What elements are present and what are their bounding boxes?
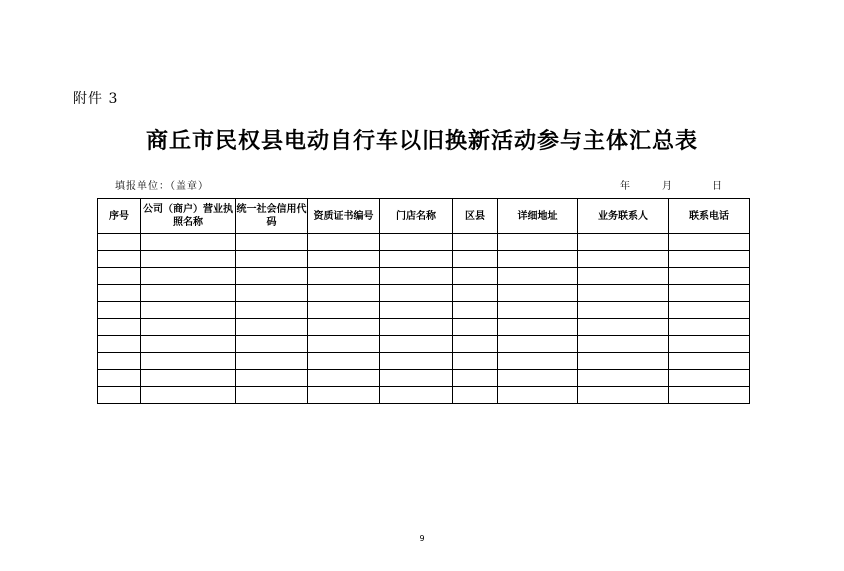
table-cell[interactable] — [578, 336, 669, 353]
page-number: 9 — [419, 534, 425, 543]
table-cell[interactable] — [98, 251, 141, 268]
table-cell[interactable] — [380, 234, 453, 251]
table-cell[interactable] — [578, 353, 669, 370]
table-cell[interactable] — [453, 353, 498, 370]
table-cell[interactable] — [453, 234, 498, 251]
table-cell[interactable] — [308, 387, 380, 404]
header-contact-person: 业务联系人 — [578, 199, 669, 234]
table-cell[interactable] — [141, 251, 236, 268]
table-cell[interactable] — [669, 319, 750, 336]
summary-table — [97, 198, 750, 404]
attachment-label: 附件 3 — [73, 91, 119, 107]
table-cell[interactable] — [98, 387, 141, 404]
table-cell[interactable] — [236, 336, 308, 353]
table-cell[interactable] — [98, 370, 141, 387]
table-cell[interactable] — [380, 251, 453, 268]
header-district: 区县 — [453, 199, 498, 234]
table-cell[interactable] — [236, 370, 308, 387]
table-cell[interactable] — [380, 319, 453, 336]
filling-unit-label: 填报单位：（盖章） — [115, 181, 209, 192]
table-cell[interactable] — [498, 251, 578, 268]
table-row — [98, 336, 750, 353]
table-cell[interactable] — [380, 285, 453, 302]
header-business-license-name: 公司（商户）营业执照名称 — [141, 199, 236, 234]
header-credit-code: 统一社会信用代码 — [236, 199, 308, 234]
table-cell[interactable] — [98, 353, 141, 370]
table-cell[interactable] — [669, 302, 750, 319]
table-cell[interactable] — [308, 302, 380, 319]
table-cell[interactable] — [498, 336, 578, 353]
table-cell[interactable] — [236, 234, 308, 251]
form-meta-row — [115, 177, 725, 191]
table-cell[interactable] — [308, 234, 380, 251]
table-cell[interactable] — [236, 387, 308, 404]
table-cell[interactable] — [669, 251, 750, 268]
table-cell[interactable] — [236, 285, 308, 302]
table-cell[interactable] — [669, 336, 750, 353]
table-cell[interactable] — [453, 336, 498, 353]
table-cell[interactable] — [308, 268, 380, 285]
table-cell[interactable] — [141, 302, 236, 319]
table-cell[interactable] — [236, 353, 308, 370]
table-cell[interactable] — [669, 268, 750, 285]
table-cell[interactable] — [498, 302, 578, 319]
table-cell[interactable] — [453, 319, 498, 336]
date-year-label: 年 — [620, 181, 630, 192]
table-cell[interactable] — [141, 268, 236, 285]
header-store-name: 门店名称 — [380, 199, 453, 234]
table-cell[interactable] — [498, 285, 578, 302]
table-cell[interactable] — [578, 251, 669, 268]
table-row — [98, 251, 750, 268]
table-cell[interactable] — [578, 302, 669, 319]
table-cell[interactable] — [308, 319, 380, 336]
table-cell[interactable] — [669, 234, 750, 251]
table-cell[interactable] — [380, 387, 453, 404]
table-cell[interactable] — [141, 336, 236, 353]
table-cell[interactable] — [453, 285, 498, 302]
header-phone: 联系电话 — [669, 199, 750, 234]
table-cell[interactable] — [141, 387, 236, 404]
table-cell[interactable] — [578, 370, 669, 387]
table-cell[interactable] — [498, 234, 578, 251]
header-certificate-number: 资质证书编号 — [308, 199, 380, 234]
table-cell[interactable] — [236, 302, 308, 319]
table-cell[interactable] — [141, 319, 236, 336]
table-cell[interactable] — [236, 319, 308, 336]
table-header-row — [98, 199, 750, 234]
table-row — [98, 234, 750, 251]
table-cell[interactable] — [98, 234, 141, 251]
table-cell[interactable] — [380, 353, 453, 370]
table-cell[interactable] — [453, 387, 498, 404]
table-cell[interactable] — [236, 268, 308, 285]
table-cell[interactable] — [498, 268, 578, 285]
table-cell[interactable] — [98, 268, 141, 285]
table-cell[interactable] — [308, 370, 380, 387]
table-cell[interactable] — [669, 285, 750, 302]
date-month-label: 月 — [662, 181, 672, 192]
table-cell[interactable] — [578, 387, 669, 404]
table-cell[interactable] — [98, 319, 141, 336]
table-cell[interactable] — [453, 268, 498, 285]
table-cell[interactable] — [98, 336, 141, 353]
table-cell[interactable] — [453, 370, 498, 387]
table-row — [98, 387, 750, 404]
table-cell[interactable] — [98, 302, 141, 319]
table-row — [98, 353, 750, 370]
table-cell[interactable] — [380, 370, 453, 387]
table-cell[interactable] — [98, 285, 141, 302]
table-cell[interactable] — [308, 251, 380, 268]
table-cell[interactable] — [380, 336, 453, 353]
table-cell[interactable] — [380, 302, 453, 319]
table-cell[interactable] — [308, 353, 380, 370]
table-cell[interactable] — [498, 387, 578, 404]
table-cell[interactable] — [498, 370, 578, 387]
header-serial-number: 序号 — [98, 199, 141, 234]
header-address: 详细地址 — [498, 199, 578, 234]
table-cell[interactable] — [453, 302, 498, 319]
table-cell[interactable] — [578, 285, 669, 302]
table-row — [98, 285, 750, 302]
table-cell[interactable] — [141, 285, 236, 302]
date-day-label: 日 — [712, 181, 722, 192]
table-cell[interactable] — [380, 268, 453, 285]
table-row — [98, 268, 750, 285]
table-cell[interactable] — [141, 370, 236, 387]
table-row — [98, 319, 750, 336]
table-body — [98, 234, 750, 404]
table-cell[interactable] — [578, 268, 669, 285]
table-cell[interactable] — [498, 353, 578, 370]
document-title: 商丘市民权县电动自行车以旧换新活动参与主体汇总表 — [145, 128, 698, 154]
table-cell[interactable] — [308, 336, 380, 353]
table-cell[interactable] — [141, 353, 236, 370]
table-cell[interactable] — [498, 319, 578, 336]
table-row — [98, 370, 750, 387]
table-cell[interactable] — [236, 251, 308, 268]
table-cell[interactable] — [578, 319, 669, 336]
table-cell[interactable] — [669, 387, 750, 404]
table-cell[interactable] — [669, 370, 750, 387]
table-cell[interactable] — [453, 251, 498, 268]
table-cell[interactable] — [141, 234, 236, 251]
table-cell[interactable] — [669, 353, 750, 370]
table-cell[interactable] — [308, 285, 380, 302]
table-row — [98, 302, 750, 319]
table-cell[interactable] — [578, 234, 669, 251]
